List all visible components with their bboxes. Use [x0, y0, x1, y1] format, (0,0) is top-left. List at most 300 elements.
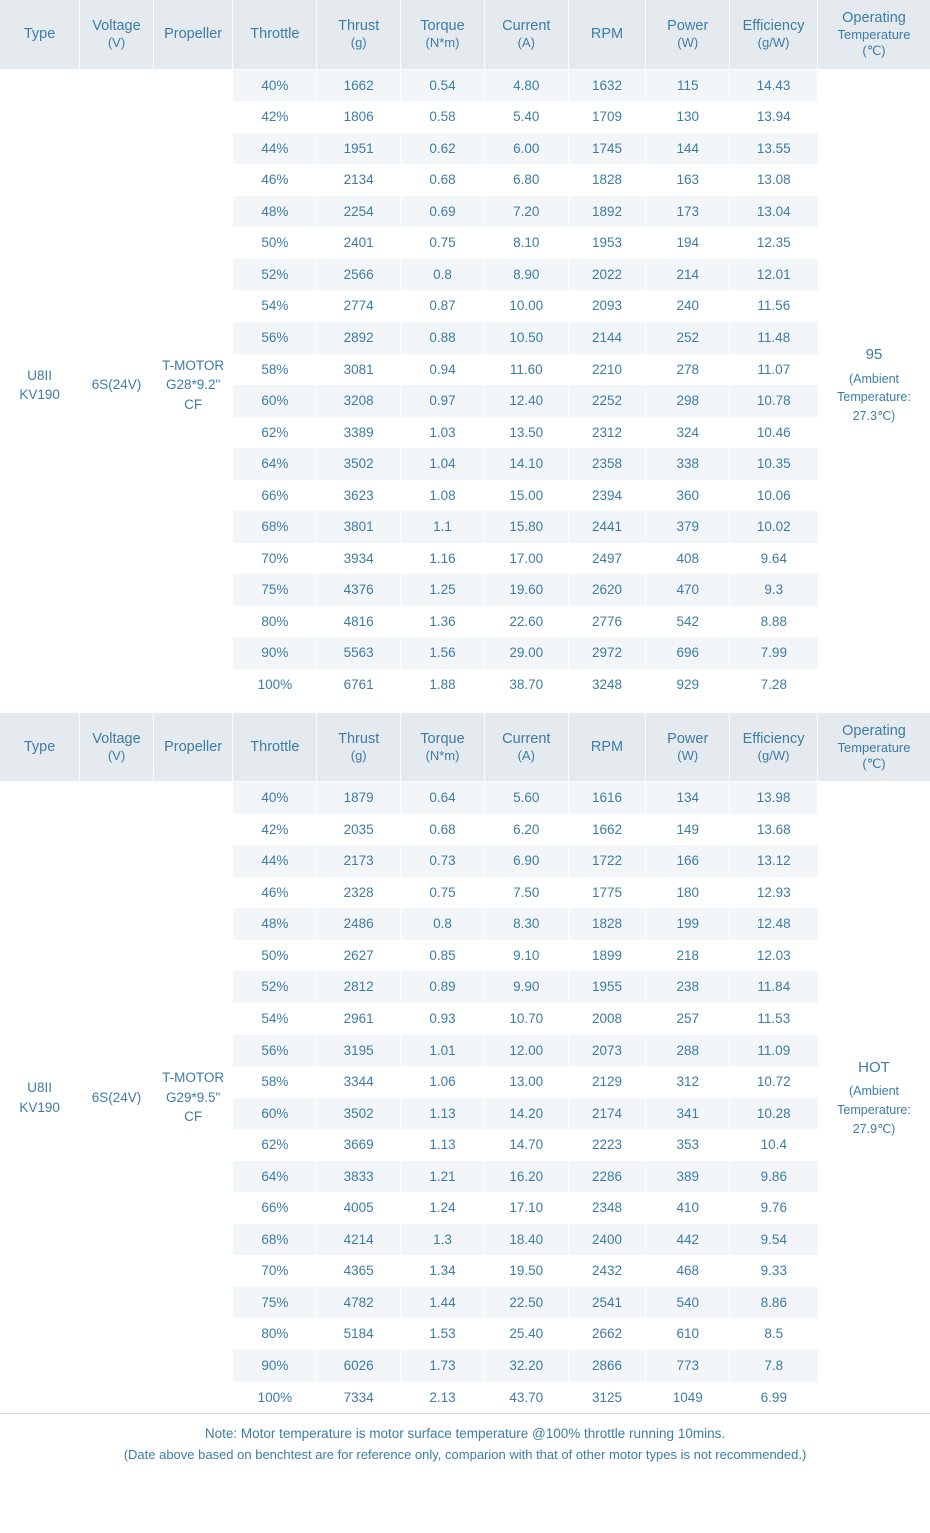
cell-rpm: 2348: [568, 1192, 646, 1224]
cell-operating-temperature: [818, 782, 930, 1413]
cell-current: 9.90: [484, 971, 568, 1003]
cell-torque: 1.16: [401, 543, 485, 575]
cell-current: 12.00: [484, 1035, 568, 1067]
cell-torque: 1.25: [401, 574, 485, 606]
cell-thrust: 2035: [317, 814, 401, 846]
ambient-temperature-note: (Ambient Temperature: 27.3℃): [837, 371, 911, 424]
cell-throttle: 60%: [233, 385, 317, 417]
cell-power: 360: [646, 480, 730, 512]
cell-torque: 1.34: [401, 1255, 485, 1287]
cell-thrust: 3502: [317, 1098, 401, 1130]
cell-throttle: 66%: [233, 1192, 317, 1224]
cell-current: 19.50: [484, 1255, 568, 1287]
cell-torque: 1.24: [401, 1192, 485, 1224]
cell-efficiency: 7.28: [730, 669, 818, 701]
temperature-value: 95: [865, 346, 883, 364]
cell-thrust: 3081: [317, 354, 401, 386]
header-thrust: Thrust (g): [317, 713, 401, 782]
cell-torque: 0.89: [401, 971, 485, 1003]
cell-power: 144: [646, 133, 730, 165]
cell-throttle: 62%: [233, 1129, 317, 1161]
cell-power: 696: [646, 637, 730, 669]
cell-thrust: 1951: [317, 133, 401, 165]
cell-power: 115: [646, 69, 730, 101]
cell-throttle: 46%: [233, 877, 317, 909]
header-rpm: RPM: [568, 713, 646, 782]
cell-thrust: 4782: [317, 1287, 401, 1319]
cell-torque: 1.06: [401, 1066, 485, 1098]
cell-power: 773: [646, 1350, 730, 1382]
cell-rpm: 2497: [568, 543, 646, 575]
cell-throttle: 62%: [233, 417, 317, 449]
cell-efficiency: 10.06: [730, 480, 818, 512]
cell-voltage: 6S(24V): [80, 69, 154, 700]
cell-throttle: 64%: [233, 1161, 317, 1193]
cell-rpm: 2620: [568, 574, 646, 606]
cell-rpm: 1828: [568, 908, 646, 940]
footnote-line-2: (Date above based on benchtest are for reference only, comparion with that of other motor types is not recommended.): [123, 1447, 807, 1463]
cell-efficiency: 13.55: [730, 133, 818, 165]
cell-efficiency: 11.07: [730, 354, 818, 386]
cell-power: 470: [646, 574, 730, 606]
header-power: Power (W): [646, 0, 730, 69]
header-power: Power (W): [646, 713, 730, 782]
cell-efficiency: 14.43: [730, 69, 818, 101]
footnote: [0, 1413, 930, 1479]
cell-torque: 0.69: [401, 196, 485, 228]
cell-thrust: 3623: [317, 480, 401, 512]
cell-power: 218: [646, 940, 730, 972]
cell-thrust: 2566: [317, 259, 401, 291]
cell-torque: 2.13: [401, 1382, 485, 1414]
cell-rpm: 2312: [568, 417, 646, 449]
cell-thrust: 4365: [317, 1255, 401, 1287]
cell-torque: 1.36: [401, 606, 485, 638]
header-propeller: Propeller: [153, 0, 233, 69]
cell-torque: 1.03: [401, 417, 485, 449]
header-operating-temperature: Operating Temperature (℃): [818, 0, 930, 69]
cell-rpm: 1709: [568, 101, 646, 133]
cell-efficiency: 8.5: [730, 1318, 818, 1350]
cell-current: 16.20: [484, 1161, 568, 1193]
header-rpm: RPM: [568, 0, 646, 69]
cell-throttle: 50%: [233, 940, 317, 972]
cell-current: 8.10: [484, 227, 568, 259]
cell-torque: 0.97: [401, 385, 485, 417]
cell-efficiency: 9.33: [730, 1255, 818, 1287]
cell-rpm: 3248: [568, 669, 646, 701]
cell-efficiency: 10.28: [730, 1098, 818, 1130]
cell-rpm: 2174: [568, 1098, 646, 1130]
cell-efficiency: 10.4: [730, 1129, 818, 1161]
spec-table: [0, 0, 930, 701]
header-current: Current (A): [484, 713, 568, 782]
header-type: Type: [0, 713, 80, 782]
table-header-row: [0, 713, 930, 782]
cell-power: 180: [646, 877, 730, 909]
cell-rpm: 2073: [568, 1035, 646, 1067]
cell-throttle: 46%: [233, 164, 317, 196]
cell-current: 29.00: [484, 637, 568, 669]
cell-power: 410: [646, 1192, 730, 1224]
cell-thrust: 4214: [317, 1224, 401, 1256]
cell-torque: 1.53: [401, 1318, 485, 1350]
table-row: [0, 782, 930, 814]
cell-torque: 1.3: [401, 1224, 485, 1256]
block-separator: [0, 701, 930, 713]
cell-current: 10.70: [484, 1003, 568, 1035]
cell-torque: 0.87: [401, 290, 485, 322]
cell-efficiency: 12.01: [730, 259, 818, 291]
cell-torque: 1.08: [401, 480, 485, 512]
cell-current: 25.40: [484, 1318, 568, 1350]
cell-power: 199: [646, 908, 730, 940]
cell-rpm: 2129: [568, 1066, 646, 1098]
header-efficiency: Efficiency (g/W): [730, 0, 818, 69]
cell-current: 10.50: [484, 322, 568, 354]
cell-throttle: 44%: [233, 133, 317, 165]
cell-current: 18.40: [484, 1224, 568, 1256]
cell-throttle: 66%: [233, 480, 317, 512]
cell-power: 542: [646, 606, 730, 638]
cell-current: 13.00: [484, 1066, 568, 1098]
cell-torque: 0.54: [401, 69, 485, 101]
table-header-row: [0, 0, 930, 69]
cell-throttle: 58%: [233, 1066, 317, 1098]
cell-rpm: 1662: [568, 814, 646, 846]
cell-efficiency: 10.02: [730, 511, 818, 543]
cell-current: 6.00: [484, 133, 568, 165]
cell-propeller: T-MOTOR G28*9.2" CF: [153, 69, 233, 700]
cell-current: 14.10: [484, 448, 568, 480]
cell-thrust: 6761: [317, 669, 401, 701]
footnote-line-1: Note: Motor temperature is motor surface temperature @100% throttle running 10mins.: [204, 1426, 726, 1442]
cell-throttle: 60%: [233, 1098, 317, 1130]
cell-throttle: 70%: [233, 543, 317, 575]
cell-throttle: 80%: [233, 1318, 317, 1350]
cell-current: 38.70: [484, 669, 568, 701]
cell-efficiency: 8.88: [730, 606, 818, 638]
header-efficiency: Efficiency (g/W): [730, 713, 818, 782]
cell-thrust: 3669: [317, 1129, 401, 1161]
cell-current: 8.90: [484, 259, 568, 291]
cell-torque: 1.21: [401, 1161, 485, 1193]
cell-efficiency: 9.54: [730, 1224, 818, 1256]
cell-torque: 1.04: [401, 448, 485, 480]
cell-rpm: 1892: [568, 196, 646, 228]
cell-rpm: 2223: [568, 1129, 646, 1161]
cell-torque: 0.8: [401, 908, 485, 940]
cell-current: 14.70: [484, 1129, 568, 1161]
cell-current: 32.20: [484, 1350, 568, 1382]
cell-power: 238: [646, 971, 730, 1003]
cell-current: 6.20: [484, 814, 568, 846]
cell-thrust: 3195: [317, 1035, 401, 1067]
cell-rpm: 1616: [568, 782, 646, 814]
cell-power: 252: [646, 322, 730, 354]
cell-thrust: 2892: [317, 322, 401, 354]
cell-propeller: T-MOTOR G29*9.5" CF: [153, 782, 233, 1413]
cell-efficiency: 6.99: [730, 1382, 818, 1414]
cell-power: 1049: [646, 1382, 730, 1414]
cell-throttle: 54%: [233, 1003, 317, 1035]
cell-current: 14.20: [484, 1098, 568, 1130]
cell-torque: 0.62: [401, 133, 485, 165]
cell-throttle: 64%: [233, 448, 317, 480]
cell-thrust: 3934: [317, 543, 401, 575]
cell-efficiency: 13.08: [730, 164, 818, 196]
cell-throttle: 54%: [233, 290, 317, 322]
cell-power: 130: [646, 101, 730, 133]
cell-thrust: 5563: [317, 637, 401, 669]
cell-current: 5.40: [484, 101, 568, 133]
cell-throttle: 90%: [233, 637, 317, 669]
cell-efficiency: 11.56: [730, 290, 818, 322]
cell-throttle: 48%: [233, 196, 317, 228]
cell-thrust: 3833: [317, 1161, 401, 1193]
cell-efficiency: 9.3: [730, 574, 818, 606]
cell-power: 324: [646, 417, 730, 449]
cell-power: 278: [646, 354, 730, 386]
cell-throttle: 90%: [233, 1350, 317, 1382]
cell-rpm: 2008: [568, 1003, 646, 1035]
cell-rpm: 2022: [568, 259, 646, 291]
cell-throttle: 50%: [233, 227, 317, 259]
header-operating-temperature: Operating Temperature (℃): [818, 713, 930, 782]
header-throttle: Throttle: [233, 0, 317, 69]
cell-efficiency: 9.76: [730, 1192, 818, 1224]
cell-thrust: 4816: [317, 606, 401, 638]
cell-rpm: 2252: [568, 385, 646, 417]
cell-efficiency: 12.93: [730, 877, 818, 909]
cell-power: 379: [646, 511, 730, 543]
cell-torque: 1.88: [401, 669, 485, 701]
cell-throttle: 52%: [233, 259, 317, 291]
cell-power: 298: [646, 385, 730, 417]
header-torque: Torque (N*m): [401, 713, 485, 782]
cell-rpm: 1955: [568, 971, 646, 1003]
cell-efficiency: 13.94: [730, 101, 818, 133]
cell-thrust: 1879: [317, 782, 401, 814]
cell-efficiency: 10.72: [730, 1066, 818, 1098]
cell-current: 7.50: [484, 877, 568, 909]
cell-throttle: 100%: [233, 1382, 317, 1414]
cell-operating-temperature: [818, 69, 930, 700]
cell-throttle: 40%: [233, 69, 317, 101]
cell-current: 19.60: [484, 574, 568, 606]
cell-throttle: 56%: [233, 322, 317, 354]
cell-thrust: 1806: [317, 101, 401, 133]
cell-rpm: 1953: [568, 227, 646, 259]
cell-rpm: 2662: [568, 1318, 646, 1350]
cell-current: 22.50: [484, 1287, 568, 1319]
cell-type: U8II KV190: [0, 782, 80, 1413]
cell-throttle: 75%: [233, 1287, 317, 1319]
cell-rpm: 2286: [568, 1161, 646, 1193]
cell-current: 6.80: [484, 164, 568, 196]
cell-efficiency: 10.78: [730, 385, 818, 417]
spec-table: [0, 713, 930, 1414]
cell-torque: 0.8: [401, 259, 485, 291]
cell-voltage: 6S(24V): [80, 782, 154, 1413]
cell-current: 13.50: [484, 417, 568, 449]
cell-current: 6.90: [484, 845, 568, 877]
cell-power: 149: [646, 814, 730, 846]
cell-power: 163: [646, 164, 730, 196]
cell-efficiency: 10.46: [730, 417, 818, 449]
cell-torque: 0.68: [401, 164, 485, 196]
cell-thrust: 2328: [317, 877, 401, 909]
cell-current: 15.80: [484, 511, 568, 543]
cell-rpm: 2776: [568, 606, 646, 638]
cell-rpm: 2144: [568, 322, 646, 354]
cell-rpm: 1745: [568, 133, 646, 165]
cell-rpm: 2210: [568, 354, 646, 386]
cell-rpm: 2866: [568, 1350, 646, 1382]
cell-power: 389: [646, 1161, 730, 1193]
cell-power: 288: [646, 1035, 730, 1067]
cell-power: 134: [646, 782, 730, 814]
cell-thrust: 2134: [317, 164, 401, 196]
cell-current: 9.10: [484, 940, 568, 972]
cell-thrust: 2486: [317, 908, 401, 940]
cell-power: 408: [646, 543, 730, 575]
cell-rpm: 1899: [568, 940, 646, 972]
cell-efficiency: 8.86: [730, 1287, 818, 1319]
cell-power: 353: [646, 1129, 730, 1161]
cell-torque: 0.94: [401, 354, 485, 386]
cell-throttle: 75%: [233, 574, 317, 606]
cell-rpm: 2400: [568, 1224, 646, 1256]
cell-throttle: 42%: [233, 101, 317, 133]
cell-thrust: 6026: [317, 1350, 401, 1382]
cell-type: U8II KV190: [0, 69, 80, 700]
cell-thrust: 3801: [317, 511, 401, 543]
cell-thrust: 3389: [317, 417, 401, 449]
cell-efficiency: 9.86: [730, 1161, 818, 1193]
cell-rpm: 2093: [568, 290, 646, 322]
cell-efficiency: 11.84: [730, 971, 818, 1003]
cell-efficiency: 13.98: [730, 782, 818, 814]
cell-torque: 0.64: [401, 782, 485, 814]
cell-current: 11.60: [484, 354, 568, 386]
cell-current: 17.10: [484, 1192, 568, 1224]
cell-throttle: 44%: [233, 845, 317, 877]
cell-efficiency: 13.68: [730, 814, 818, 846]
cell-throttle: 56%: [233, 1035, 317, 1067]
cell-thrust: 3502: [317, 448, 401, 480]
cell-efficiency: 13.12: [730, 845, 818, 877]
cell-power: 240: [646, 290, 730, 322]
cell-power: 214: [646, 259, 730, 291]
cell-thrust: 2254: [317, 196, 401, 228]
cell-throttle: 68%: [233, 511, 317, 543]
cell-torque: 1.13: [401, 1129, 485, 1161]
temperature-value: HOT: [858, 1058, 890, 1076]
cell-throttle: 40%: [233, 782, 317, 814]
header-type: Type: [0, 0, 80, 69]
cell-thrust: 3208: [317, 385, 401, 417]
cell-current: 10.00: [484, 290, 568, 322]
cell-thrust: 2173: [317, 845, 401, 877]
cell-thrust: 5184: [317, 1318, 401, 1350]
cell-thrust: 3344: [317, 1066, 401, 1098]
cell-torque: 1.13: [401, 1098, 485, 1130]
cell-power: 194: [646, 227, 730, 259]
cell-thrust: 2627: [317, 940, 401, 972]
cell-throttle: 80%: [233, 606, 317, 638]
cell-rpm: 3125: [568, 1382, 646, 1414]
cell-rpm: 1775: [568, 877, 646, 909]
cell-torque: 0.88: [401, 322, 485, 354]
cell-efficiency: 10.35: [730, 448, 818, 480]
cell-torque: 0.75: [401, 227, 485, 259]
cell-power: 468: [646, 1255, 730, 1287]
cell-power: 540: [646, 1287, 730, 1319]
cell-power: 257: [646, 1003, 730, 1035]
cell-power: 341: [646, 1098, 730, 1130]
cell-torque: 1.56: [401, 637, 485, 669]
cell-current: 17.00: [484, 543, 568, 575]
cell-efficiency: 12.48: [730, 908, 818, 940]
cell-torque: 1.01: [401, 1035, 485, 1067]
cell-efficiency: 7.99: [730, 637, 818, 669]
cell-current: 5.60: [484, 782, 568, 814]
cell-current: 7.20: [484, 196, 568, 228]
cell-throttle: 100%: [233, 669, 317, 701]
cell-torque: 0.93: [401, 1003, 485, 1035]
header-voltage: Voltage (V): [80, 713, 154, 782]
cell-power: 173: [646, 196, 730, 228]
cell-torque: 1.1: [401, 511, 485, 543]
cell-current: 15.00: [484, 480, 568, 512]
cell-current: 4.80: [484, 69, 568, 101]
cell-efficiency: 7.8: [730, 1350, 818, 1382]
header-throttle: Throttle: [233, 713, 317, 782]
cell-current: 43.70: [484, 1382, 568, 1414]
cell-rpm: 1722: [568, 845, 646, 877]
cell-throttle: 42%: [233, 814, 317, 846]
cell-rpm: 2432: [568, 1255, 646, 1287]
cell-efficiency: 9.64: [730, 543, 818, 575]
cell-thrust: 2961: [317, 1003, 401, 1035]
cell-throttle: 70%: [233, 1255, 317, 1287]
cell-rpm: 2394: [568, 480, 646, 512]
cell-thrust: 2774: [317, 290, 401, 322]
header-propeller: Propeller: [153, 713, 233, 782]
cell-torque: 1.73: [401, 1350, 485, 1382]
cell-efficiency: 11.53: [730, 1003, 818, 1035]
cell-rpm: 2441: [568, 511, 646, 543]
cell-efficiency: 12.03: [730, 940, 818, 972]
cell-thrust: 7334: [317, 1382, 401, 1414]
cell-rpm: 1632: [568, 69, 646, 101]
cell-throttle: 58%: [233, 354, 317, 386]
cell-efficiency: 11.09: [730, 1035, 818, 1067]
cell-torque: 0.58: [401, 101, 485, 133]
cell-throttle: 48%: [233, 908, 317, 940]
cell-efficiency: 11.48: [730, 322, 818, 354]
cell-torque: 0.85: [401, 940, 485, 972]
cell-throttle: 52%: [233, 971, 317, 1003]
cell-thrust: 1662: [317, 69, 401, 101]
header-current: Current (A): [484, 0, 568, 69]
cell-torque: 0.68: [401, 814, 485, 846]
cell-rpm: 2541: [568, 1287, 646, 1319]
cell-efficiency: 13.04: [730, 196, 818, 228]
cell-torque: 1.44: [401, 1287, 485, 1319]
cell-thrust: 2401: [317, 227, 401, 259]
